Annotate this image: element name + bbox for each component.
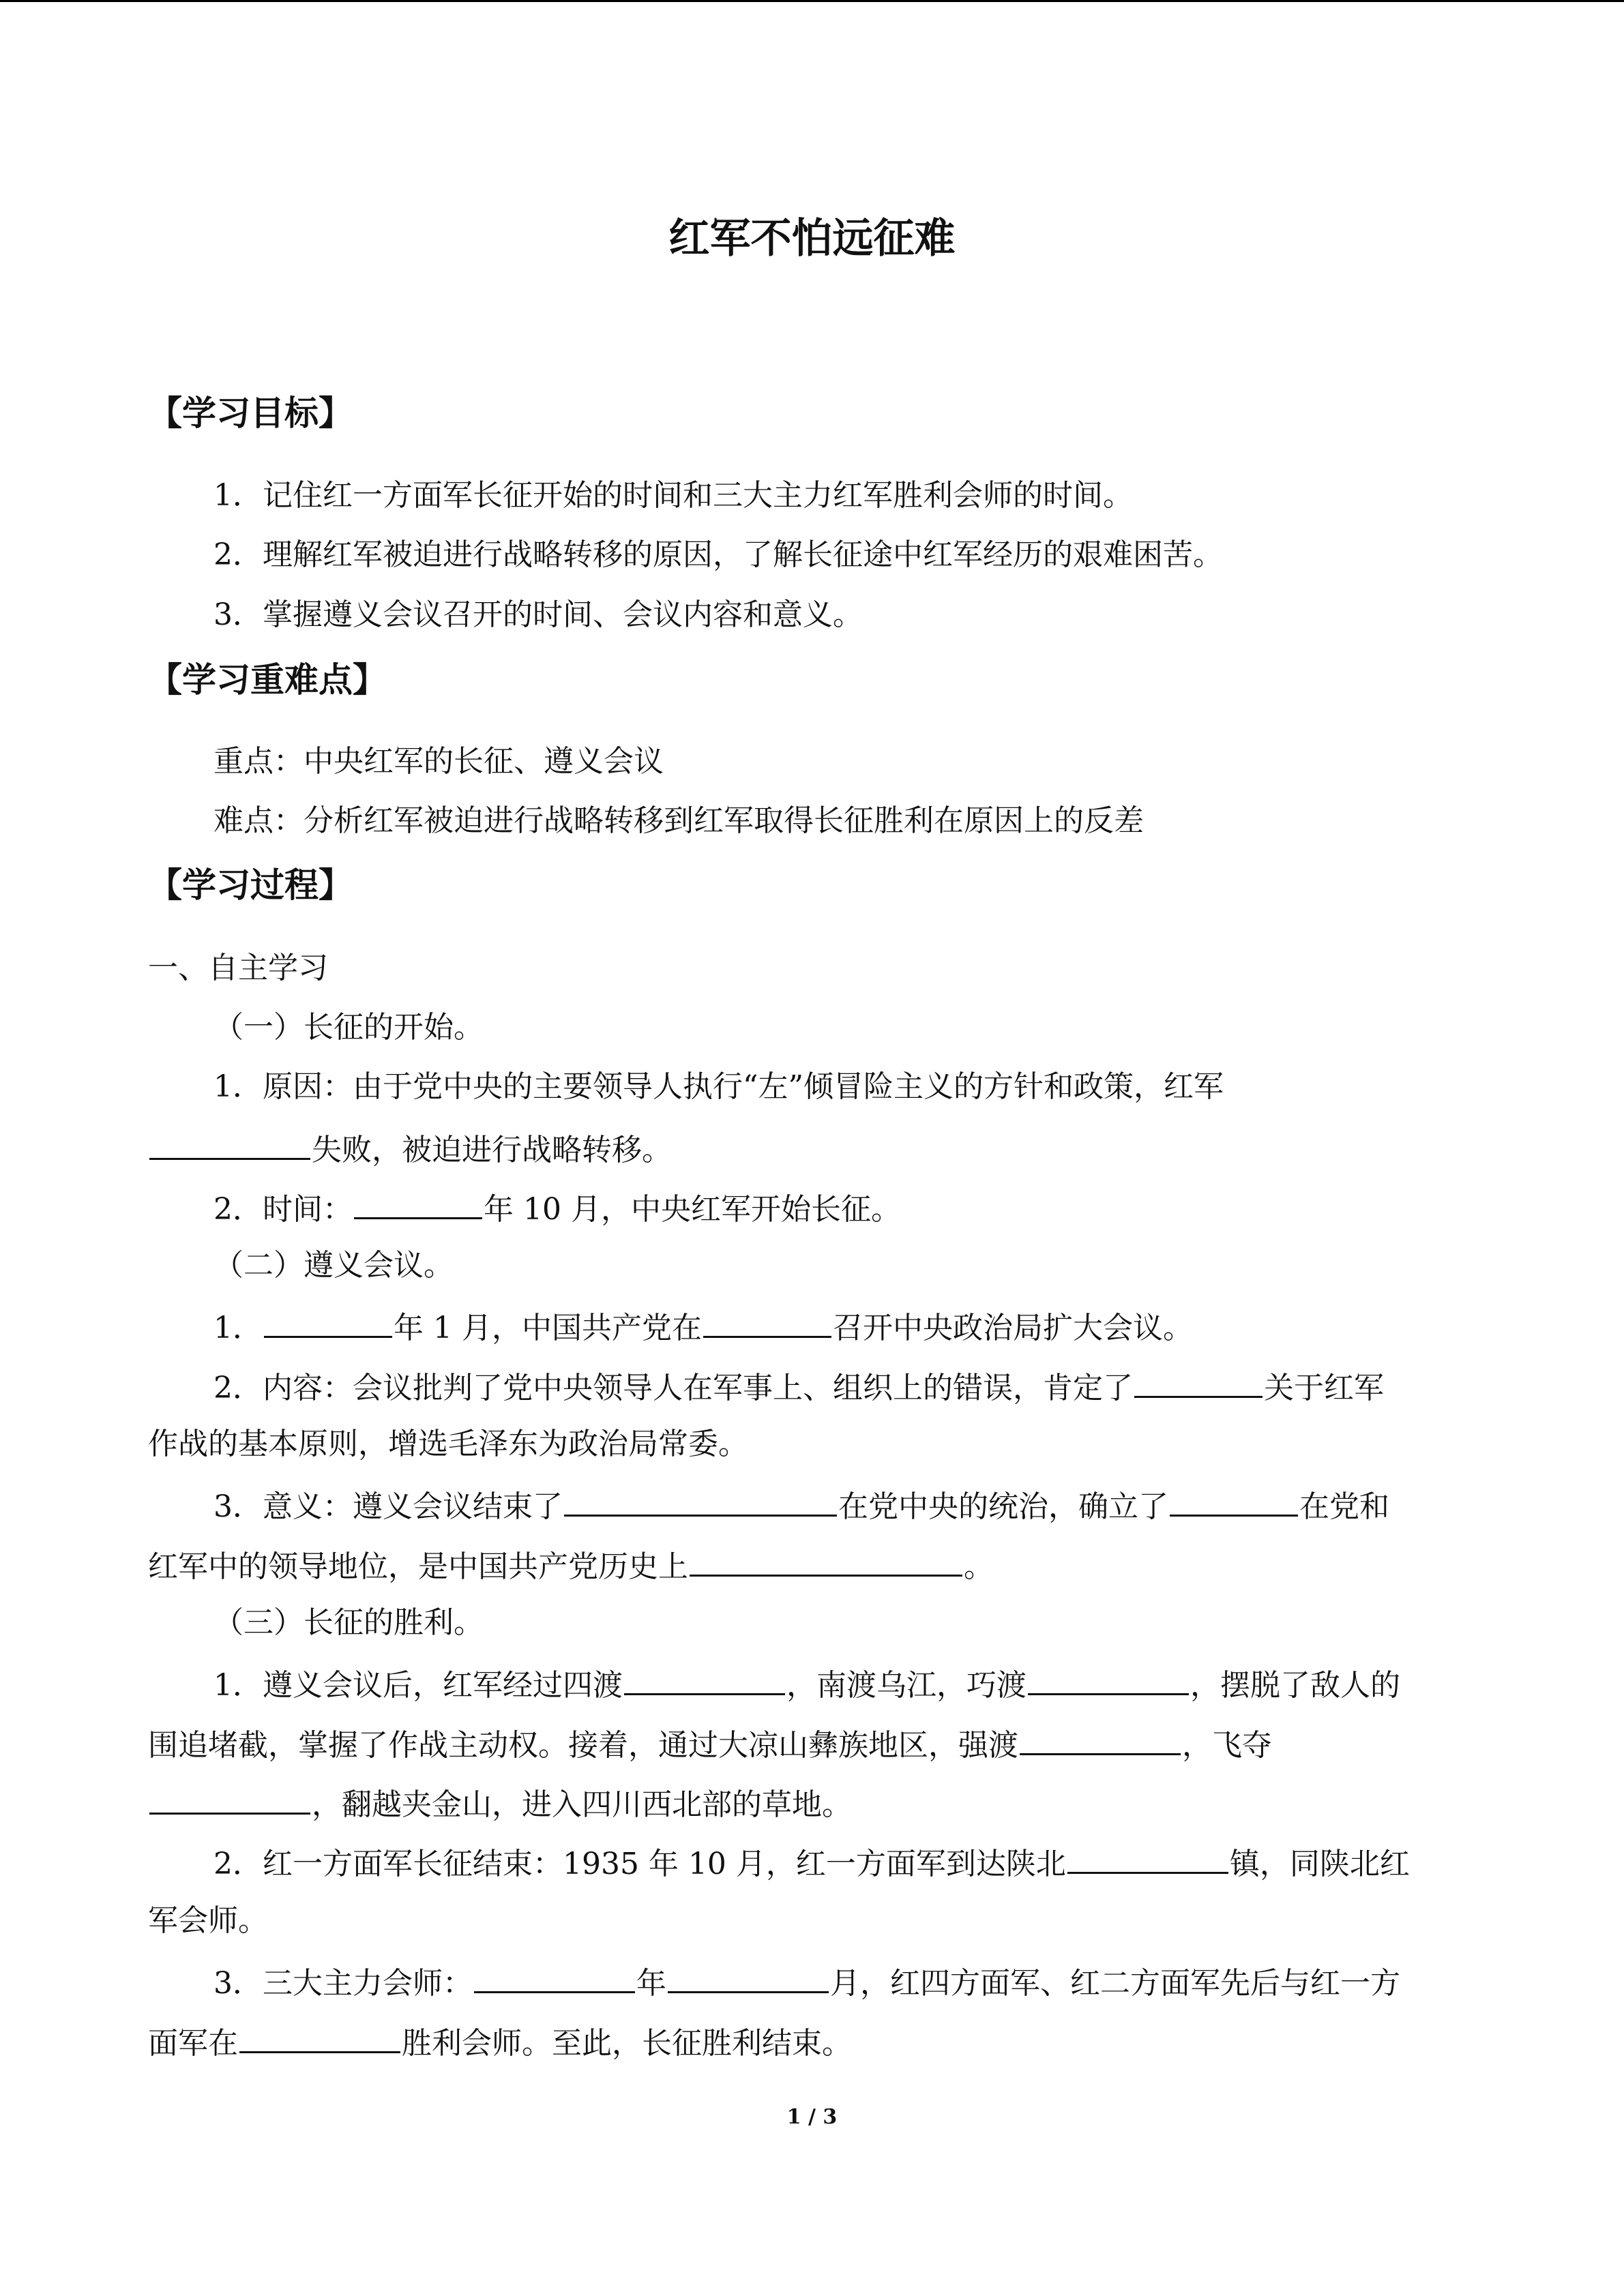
question-line: 红军中的领导地位，是中国共产党历史上 。	[148, 1542, 994, 1585]
question-line: 2．时间： 年 10 月，中央红军开始长征。	[213, 1184, 901, 1228]
question-line: 作战的基本原则，增选毛泽东为政治局常委。	[148, 1427, 748, 1461]
subsection-heading: （二）遵义会议。	[213, 1248, 454, 1283]
answer-blank[interactable]	[474, 1958, 635, 1993]
part-heading: 一、自主学习	[148, 951, 328, 985]
answer-blank[interactable]	[690, 1542, 962, 1577]
answer-blank[interactable]	[703, 1303, 831, 1338]
key-point: 难点：分析红军被迫进行战略转移到红军取得长征胜利在原因上的反差	[213, 803, 1144, 838]
goal-item: 1．记住红一方面军长征开始的时间和三大主力红军胜利会师的时间。	[213, 478, 1133, 513]
question-line: 2．红一方面军长征结束：1935 年 10 月，红一方面军到达陕北 镇，同陕北红	[213, 1839, 1410, 1883]
key-points-heading: 【学习重难点】	[148, 660, 387, 700]
goal-item: 3．掌握遵义会议召开的时间、会议内容和意义。	[213, 597, 863, 632]
question-line: 1． 年 1 月，中国共产党在 召开中央政治局扩大会议。	[213, 1303, 1193, 1347]
answer-blank[interactable]	[1170, 1482, 1298, 1517]
answer-blank[interactable]	[1134, 1363, 1263, 1398]
answer-blank[interactable]	[149, 1780, 310, 1815]
goal-item: 2．理解红军被迫进行战略转移的原因，了解长征途中红军经历的艰难困苦。	[213, 537, 1223, 572]
answer-blank[interactable]	[564, 1482, 837, 1517]
question-line: 3．三大主力会师： 年 月，红四方面军、红二方面军先后与红一方	[213, 1958, 1400, 2002]
question-line: 3．意义：遵义会议结束了 在党中央的统治，确立了 在党和	[213, 1482, 1389, 1525]
question-line: 围追堵截，掌握了作战主动权。接着，通过大凉山彝族地区，强渡 ，飞夺	[148, 1720, 1272, 1764]
answer-blank[interactable]	[264, 1303, 392, 1338]
question-line: 面军在 胜利会师。至此，长征胜利结束。	[148, 2018, 852, 2062]
page-number: 1 / 3	[786, 2105, 838, 2129]
question-line: 1．原因：由于党中央的主要领导人执行“左”倾冒险主义的方针和政策，红军	[213, 1069, 1224, 1104]
answer-blank[interactable]	[1028, 1660, 1189, 1695]
question-line: 1．遵义会议后，红军经过四渡 ，南渡乌江，巧渡 ，摆脱了敌人的	[213, 1660, 1400, 1704]
question-line: ，翻越夹金山，进入四川西北部的草地。	[148, 1780, 852, 1823]
subsection-heading: （三）长征的胜利。	[213, 1605, 484, 1640]
question-line: 军会师。	[148, 1903, 268, 1938]
question-line: 失败，被迫进行战略转移。	[148, 1125, 672, 1169]
question-line: 2．内容：会议批判了党中央领导人在军事上、组织上的错误，肯定了 关于红军	[213, 1363, 1384, 1407]
goals-heading: 【学习目标】	[148, 393, 353, 433]
answer-blank[interactable]	[1067, 1839, 1228, 1874]
answer-blank[interactable]	[668, 1958, 829, 1993]
answer-blank[interactable]	[1020, 1720, 1181, 1755]
page-title: 红军不怕远征难	[668, 215, 956, 263]
answer-blank[interactable]	[149, 1125, 310, 1160]
key-point: 重点：中央红军的长征、遵义会议	[213, 744, 664, 779]
answer-blank[interactable]	[624, 1660, 785, 1695]
answer-blank[interactable]	[354, 1184, 482, 1219]
process-heading: 【学习过程】	[148, 865, 353, 905]
answer-blank[interactable]	[239, 2018, 400, 2053]
top-border	[0, 0, 1624, 2]
subsection-heading: （一）长征的开始。	[213, 1010, 484, 1045]
